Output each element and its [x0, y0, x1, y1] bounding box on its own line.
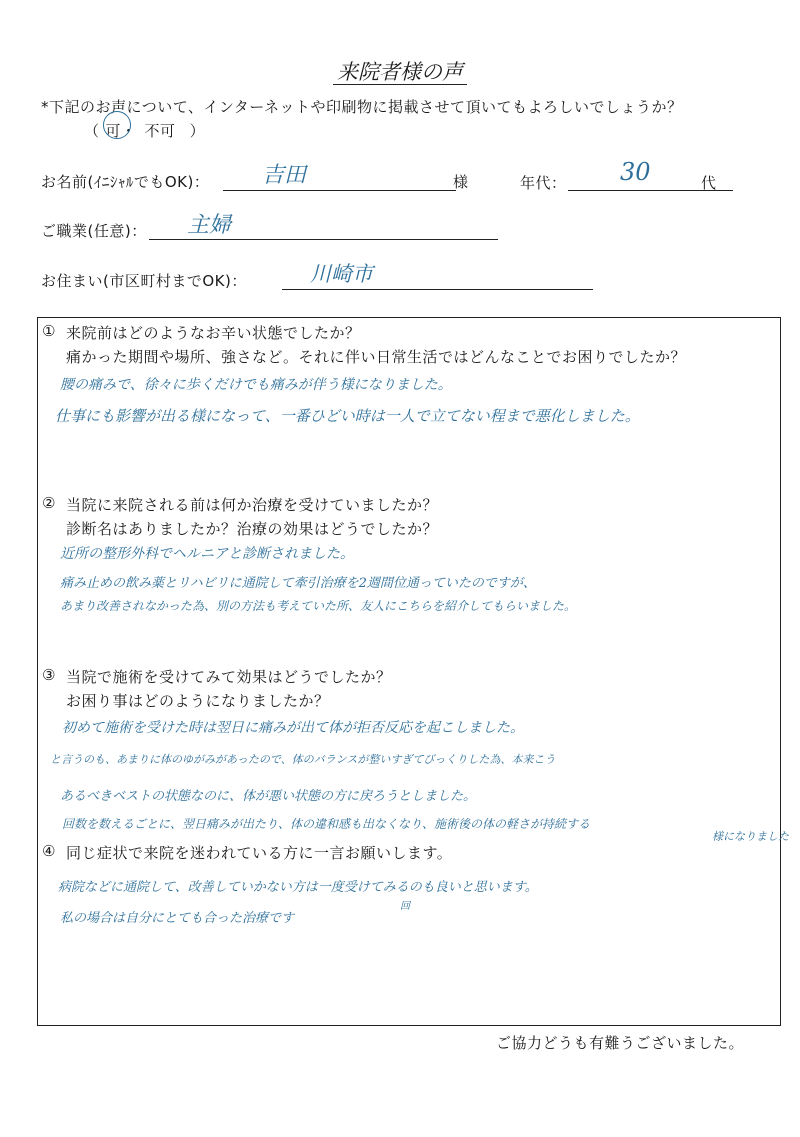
name-value[interactable]: 吉田 [262, 163, 307, 188]
question-2-number: ② [42, 494, 56, 512]
answer-1-line-2: 仕事にも影響が出る様になって、一番ひどい時は一人で立てない程まで悪化しました。 [55, 407, 640, 425]
occupation-underline [149, 239, 498, 240]
answer-1-line-1: 腰の痛みで、徐々に歩くだけでも痛みが伴う様になりました。 [60, 377, 452, 393]
question-2-line-2: 診断名はありましたか？治療の効果はどうでしたか？ [66, 520, 439, 538]
question-1-line-2: 痛かった期間や場所、強さなど。それに伴い日常生活ではどんなことでお困りでしたか？ [66, 348, 687, 366]
age-label: 年代： [520, 174, 567, 192]
answer-3-line-1: 初めて施術を受けた時は翌日に痛みが出て体が拒否反応を起こしました。 [62, 720, 524, 736]
answer-4-line-2: 私の場合は自分にとても合った治療です [60, 911, 295, 926]
question-4-number: ④ [42, 842, 56, 860]
answer-3-line-4: 回数を数えるごとに、翌日痛みが出たり、体の違和感も出なくなり、施術後の体の軽さが持続する [62, 817, 591, 831]
question-3-line-2: お困り事はどのようになりましたか？ [66, 692, 330, 710]
answer-3-line-5: 様になりました [712, 830, 789, 843]
address-value[interactable]: 川崎市 [310, 262, 373, 286]
age-value[interactable]: 30 [620, 158, 651, 186]
consent-selected-circle [103, 111, 131, 139]
consent-open-paren: （ [84, 122, 100, 140]
answer-2-line-2: 痛み止めの飲み薬とリハビリに通院して牽引治療を2週間位通っていたのですが、 [60, 576, 536, 591]
address-underline [282, 289, 593, 290]
name-suffix: 様 [453, 173, 469, 191]
page-title: 来院者様の声 [337, 60, 463, 84]
answer-2-line-1: 近所の整形外科でヘルニアと診断されました。 [60, 546, 354, 562]
consent-question: *下記のお声について、インターネットや印刷物に掲載させて頂いてもよろしいでしょうか？ [41, 98, 683, 116]
address-label: お住まい(市区町村までOK)： [41, 272, 247, 290]
consent-option-no[interactable]: 不可 [144, 122, 176, 140]
occupation-label: ご職業(任意)： [41, 222, 147, 240]
question-3-line-1: 当院で施術を受けてみて効果はどうでしたか？ [66, 668, 392, 686]
question-2-line-1: 当院に来院される前は何か治療を受けていましたか？ [66, 496, 439, 514]
answer-2-line-3: あまり改善されなかった為、別の方法も考えていた所、友人にこちらを紹介してもらいました。 [60, 599, 577, 613]
consent-close-paren: ） [189, 122, 206, 140]
question-4-line-1: 同じ症状で来院を迷われている方に一言お願いします。 [66, 844, 453, 862]
consent-separator: ・ [121, 122, 137, 140]
footer-thanks: ご協力どうも有難うございました。 [496, 1034, 745, 1052]
question-1-line-1: 来院前はどのようなお辛い状態でしたか？ [66, 324, 361, 342]
consent-option-yes[interactable]: 可 [105, 122, 122, 140]
age-suffix: 代 [701, 174, 717, 192]
answer-4-insert-mark: 回 [400, 901, 410, 912]
occupation-value[interactable]: 主婦 [187, 213, 232, 238]
answer-3-line-3: あるべきベストの状態なのに、体が悪い状態の方に戻ろうとしました。 [60, 789, 477, 804]
answer-4-line-1: 病院などに通院して、改善していかない方は一度受けてみるのも良いと思います。 [58, 880, 538, 895]
name-underline [223, 190, 456, 191]
name-label: お名前(ｲﾆｼｬﾙでもOK)： [41, 173, 210, 191]
title-underline [333, 84, 467, 85]
answer-3-line-2: と言うのも、あまりに体のゆがみがあったので、体のバランスが整いすぎてびっくりした為、本来こう [50, 753, 556, 766]
question-3-number: ③ [42, 666, 56, 684]
question-1-number: ① [42, 322, 56, 340]
